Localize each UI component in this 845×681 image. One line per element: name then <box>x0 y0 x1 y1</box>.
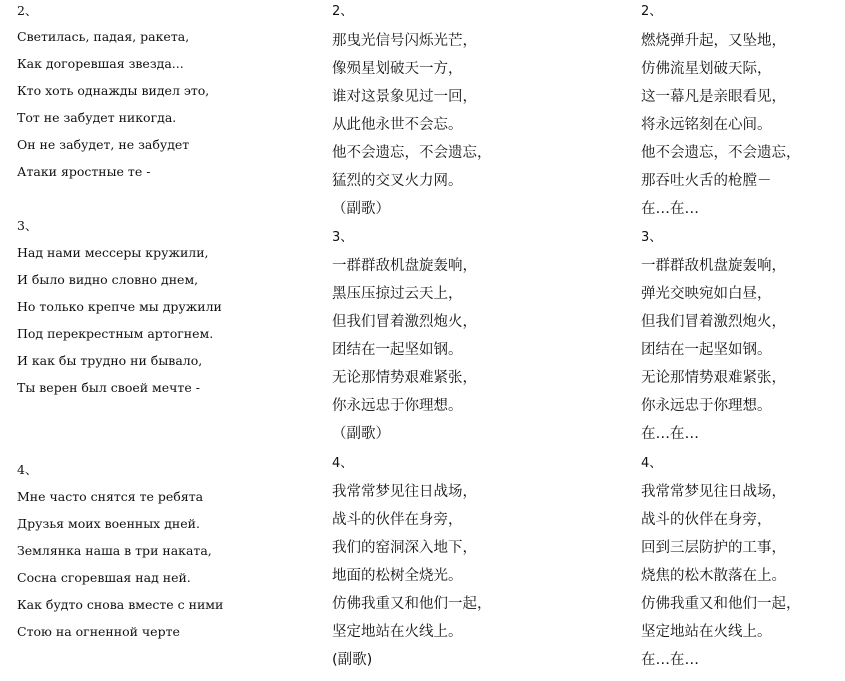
lyric-line: 无论那情势艰难紧张， <box>641 370 786 386</box>
lyric-line: 无论那情势艰难紧张， <box>332 370 477 386</box>
lyric-line: 但我们冒着激烈炮火， <box>332 314 477 330</box>
verse-number: 3、 <box>17 218 38 233</box>
chorus-marker: （副歌） <box>332 426 390 442</box>
lyric-line: 战斗的伙伴在身旁， <box>641 512 772 528</box>
lyric-line: Сосна сгоревшая над ней. <box>17 570 191 585</box>
lyric-line: 猛烈的交叉火力网。 <box>332 173 463 189</box>
lyric-line: 烧焦的松木散落在上。 <box>641 568 786 584</box>
lyric-line: Как догоревшая звезда... <box>17 56 184 71</box>
lyric-line: 黑压压掠过云天上， <box>332 286 463 302</box>
lyric-line: Он не забудет, не забудет <box>17 137 190 152</box>
verse-number: 4、 <box>17 462 38 477</box>
lyric-line: 你永远忠于你理想。 <box>332 398 463 414</box>
lyric-line: Ты верен был своей мечте - <box>17 380 200 395</box>
lyric-line: 我常常梦见往日战场， <box>641 484 786 500</box>
chorus-marker: （副歌） <box>332 201 390 217</box>
lyric-line: 一群群敌机盘旋轰响， <box>641 258 786 274</box>
lyric-line: 那曳光信号闪烁光芒， <box>332 33 477 49</box>
lyric-line: 战斗的伙伴在身旁， <box>332 512 463 528</box>
refrain-marker: 在…在… <box>641 426 699 442</box>
lyric-line: Мне часто снятся те ребята <box>17 489 204 504</box>
lyric-line: 那吞吐火舌的枪膛－ <box>641 173 772 189</box>
lyric-line: Атаки яростные те - <box>17 164 151 179</box>
lyric-line: 这一幕凡是亲眼看见， <box>641 89 786 105</box>
lyric-line: 你永远忠于你理想。 <box>641 398 772 414</box>
refrain-marker: 在…在… <box>641 652 699 668</box>
lyric-line: 团结在一起坚如钢。 <box>641 342 772 358</box>
lyric-line: 我们的窑洞深入地下， <box>332 540 477 556</box>
lyric-line: 将永远铭刻在心间。 <box>641 117 772 133</box>
verse-number: 3、 <box>641 230 663 245</box>
lyric-line: Но только крепче мы дружили <box>17 299 222 314</box>
lyric-line: Под перекрестным артогнем. <box>17 326 214 341</box>
lyric-line: 仿佛我重又和他们一起， <box>641 596 801 612</box>
verse-number: 4、 <box>332 456 354 471</box>
lyric-line: 仿佛流星划破天际， <box>641 61 772 77</box>
lyric-line: 我常常梦见往日战场， <box>332 484 477 500</box>
lyric-line: Светилась, падая, ракета, <box>17 29 190 44</box>
lyric-line: 回到三层防护的工事， <box>641 540 786 556</box>
lyric-line: Землянка наша в три наката, <box>17 543 212 558</box>
lyric-line: 仿佛我重又和他们一起， <box>332 596 492 612</box>
lyric-line: Кто хоть однажды видел это, <box>17 83 210 98</box>
lyric-line: 燃烧弹升起，又坠地， <box>641 33 786 49</box>
verse-number: 2、 <box>17 3 38 18</box>
lyric-line: И было видно словно днем, <box>17 272 199 287</box>
lyric-line: 地面的松树全烧光。 <box>332 568 463 584</box>
lyric-line: 像殒星划破天一方， <box>332 61 463 77</box>
refrain-marker: 在…在… <box>641 201 699 217</box>
lyric-line: 谁对这景象见过一回， <box>332 89 477 105</box>
lyric-line: 但我们冒着激烈炮火， <box>641 314 786 330</box>
lyric-line: И как бы трудно ни бывало, <box>17 353 203 368</box>
lyric-line: Друзья моих военных дней. <box>17 516 200 531</box>
lyric-line: Тот не забудет никогда. <box>17 110 177 125</box>
lyric-line: 弹光交映宛如白昼， <box>641 286 772 302</box>
lyric-line: 他不会遗忘，不会遗忘， <box>641 145 801 161</box>
verse-number: 3、 <box>332 230 354 245</box>
lyric-line: 坚定地站在火线上。 <box>641 624 772 640</box>
lyric-line: 一群群敌机盘旋轰响， <box>332 258 477 274</box>
verse-number: 2、 <box>641 4 663 19</box>
verse-number: 2、 <box>332 4 354 19</box>
lyric-line: 团结在一起坚如钢。 <box>332 342 463 358</box>
verse-number: 4、 <box>641 456 663 471</box>
lyric-line: 坚定地站在火线上。 <box>332 624 463 640</box>
lyric-line: Над нами мессеры кружили, <box>17 245 209 260</box>
lyric-line: 他不会遗忘，不会遗忘， <box>332 145 492 161</box>
lyric-line: Как будто снова вместе с ними <box>17 597 224 612</box>
chorus-marker: (副歌) <box>332 652 373 668</box>
lyric-line: 从此他永世不会忘。 <box>332 117 463 133</box>
lyric-line: Стою на огненной черте <box>17 624 180 639</box>
